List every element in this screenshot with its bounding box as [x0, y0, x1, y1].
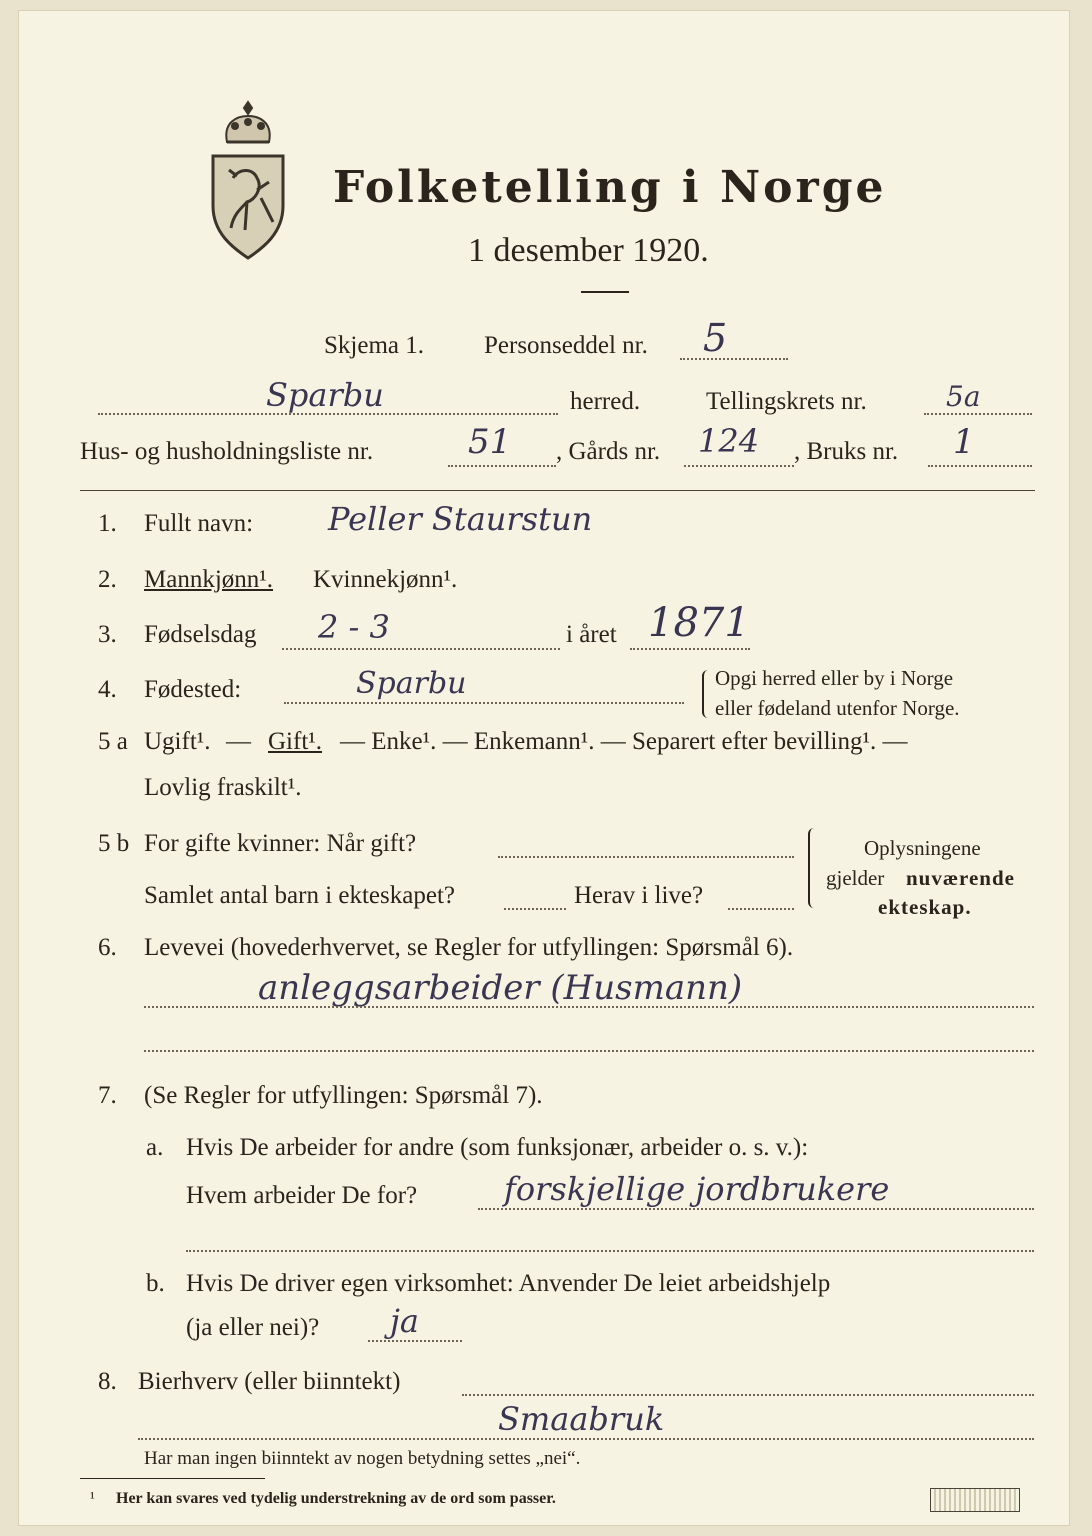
- q7b-line1: Hvis De driver egen virksomhet: Anvender De leiet arbeidshjelp: [186, 1270, 831, 1297]
- tellingskrets-label: Tellingskrets nr.: [706, 388, 867, 415]
- coat-of-arms-icon: [203, 98, 293, 263]
- q4-number: 4.: [98, 676, 117, 703]
- marriage-note-line3: ekteskap.: [878, 895, 972, 919]
- marital-unmarried-option[interactable]: Ugift¹.: [144, 728, 211, 755]
- q2-number: 2.: [98, 566, 117, 593]
- q6-number: 6.: [98, 934, 117, 961]
- marital-married-option[interactable]: Gift¹.: [268, 728, 323, 755]
- birthplace-note-brace: [702, 670, 710, 718]
- header-divider: [581, 291, 629, 293]
- form-title: Folketelling i Norge: [333, 162, 887, 213]
- employer-value[interactable]: forskjellige jordbrukere: [504, 1170, 890, 1208]
- q7-number: 7.: [98, 1082, 117, 1109]
- q7b-letter: b.: [146, 1270, 165, 1297]
- q3-number: 3.: [98, 621, 117, 648]
- birth-year-value[interactable]: 1871: [648, 600, 750, 646]
- marriage-note-brace: [808, 828, 816, 908]
- side-income-label: Bierhverv (eller biinntekt): [138, 1368, 401, 1395]
- birth-year-label: i året: [566, 621, 617, 648]
- hus-value[interactable]: 51: [468, 422, 512, 462]
- footnote-divider: [80, 1478, 265, 1479]
- birthday-value[interactable]: 2 - 3: [318, 608, 390, 646]
- birthplace-note-line1: Opgi herred eller by i Norge: [715, 666, 954, 690]
- hired-help-value[interactable]: ja: [390, 1302, 419, 1340]
- marital-other-options[interactable]: — Enke¹. — Enkemann¹. — Separert efter bevilling¹. —: [340, 728, 908, 755]
- bruks-label: , Bruks nr.: [794, 438, 899, 465]
- occupation-label: Levevei (hovederhvervet, se Regler for utfyllingen: Spørsmål 6).: [144, 934, 794, 961]
- hus-label: Hus- og husholdningsliste nr.: [80, 438, 374, 465]
- marital-divorced-option[interactable]: Lovlig fraskilt¹.: [144, 774, 302, 801]
- birthplace-label: Fødested:: [144, 676, 242, 703]
- personseddel-value[interactable]: 5: [703, 316, 728, 360]
- q7-label: (Se Regler for utfyllingen: Spørsmål 7).: [144, 1082, 543, 1109]
- section-divider: [80, 490, 1035, 491]
- birthplace-value[interactable]: Sparbu: [356, 666, 467, 701]
- marriage-note-line2a: gjelder: [826, 866, 885, 890]
- side-income-note: Har man ingen biinntekt av nogen betydning settes „nei“.: [144, 1448, 581, 1469]
- q5b-number: 5 b: [98, 830, 130, 857]
- herred-value[interactable]: Sparbu: [266, 376, 384, 414]
- marital-dash: —: [226, 728, 251, 755]
- schema-label: Skjema 1.: [324, 332, 424, 359]
- gender-female-option[interactable]: Kvinnekjønn¹.: [313, 566, 458, 593]
- personseddel-label: Personseddel nr.: [484, 332, 648, 359]
- census-date: 1 desember 1920.: [468, 232, 709, 269]
- birthplace-note-line2: eller fødeland utenfor Norge.: [715, 696, 960, 720]
- printer-stamp-icon: [930, 1488, 1020, 1512]
- census-form: [18, 10, 1070, 1526]
- occupation-value[interactable]: anleggsarbeider (Husmann): [258, 968, 743, 1008]
- footnote-text: Her kan svares ved tydelig understrekning av de ord som passer.: [116, 1490, 556, 1507]
- marriage-note-line1: Oplysningene: [864, 836, 981, 860]
- herred-label: herred.: [570, 388, 641, 415]
- side-income-value[interactable]: Smaabruk: [498, 1400, 665, 1438]
- gards-value[interactable]: 124: [698, 422, 760, 460]
- birthday-label: Fødselsdag: [144, 621, 257, 648]
- gards-label: , Gårds nr.: [556, 438, 661, 465]
- employer-label: Hvem arbeider De for?: [186, 1182, 418, 1209]
- q7a-line1: Hvis De arbeider for andre (som funksjonær, arbeider o. s. v.):: [186, 1134, 809, 1161]
- gender-male-option[interactable]: Mannkjønn¹.: [144, 566, 274, 593]
- footnote-marker: ¹: [90, 1490, 95, 1507]
- married-women-label: For gifte kvinner: Når gift?: [144, 830, 417, 857]
- full-name-value[interactable]: Peller Staurstun: [328, 500, 593, 538]
- marriage-note-line2b: nuværende: [906, 866, 1015, 890]
- tellingskrets-value[interactable]: 5a: [946, 380, 981, 413]
- bruks-value[interactable]: 1: [953, 422, 975, 462]
- q1-label: Fullt navn:: [144, 510, 254, 537]
- q7a-letter: a.: [146, 1134, 164, 1161]
- children-count-label: Samlet antal barn i ekteskapet?: [144, 882, 455, 909]
- q8-number: 8.: [98, 1368, 117, 1395]
- hired-help-label: (ja eller nei)?: [186, 1314, 320, 1341]
- q5a-number: 5 a: [98, 728, 128, 755]
- children-alive-label: Herav i live?: [574, 882, 704, 909]
- q1-number: 1.: [98, 510, 117, 537]
